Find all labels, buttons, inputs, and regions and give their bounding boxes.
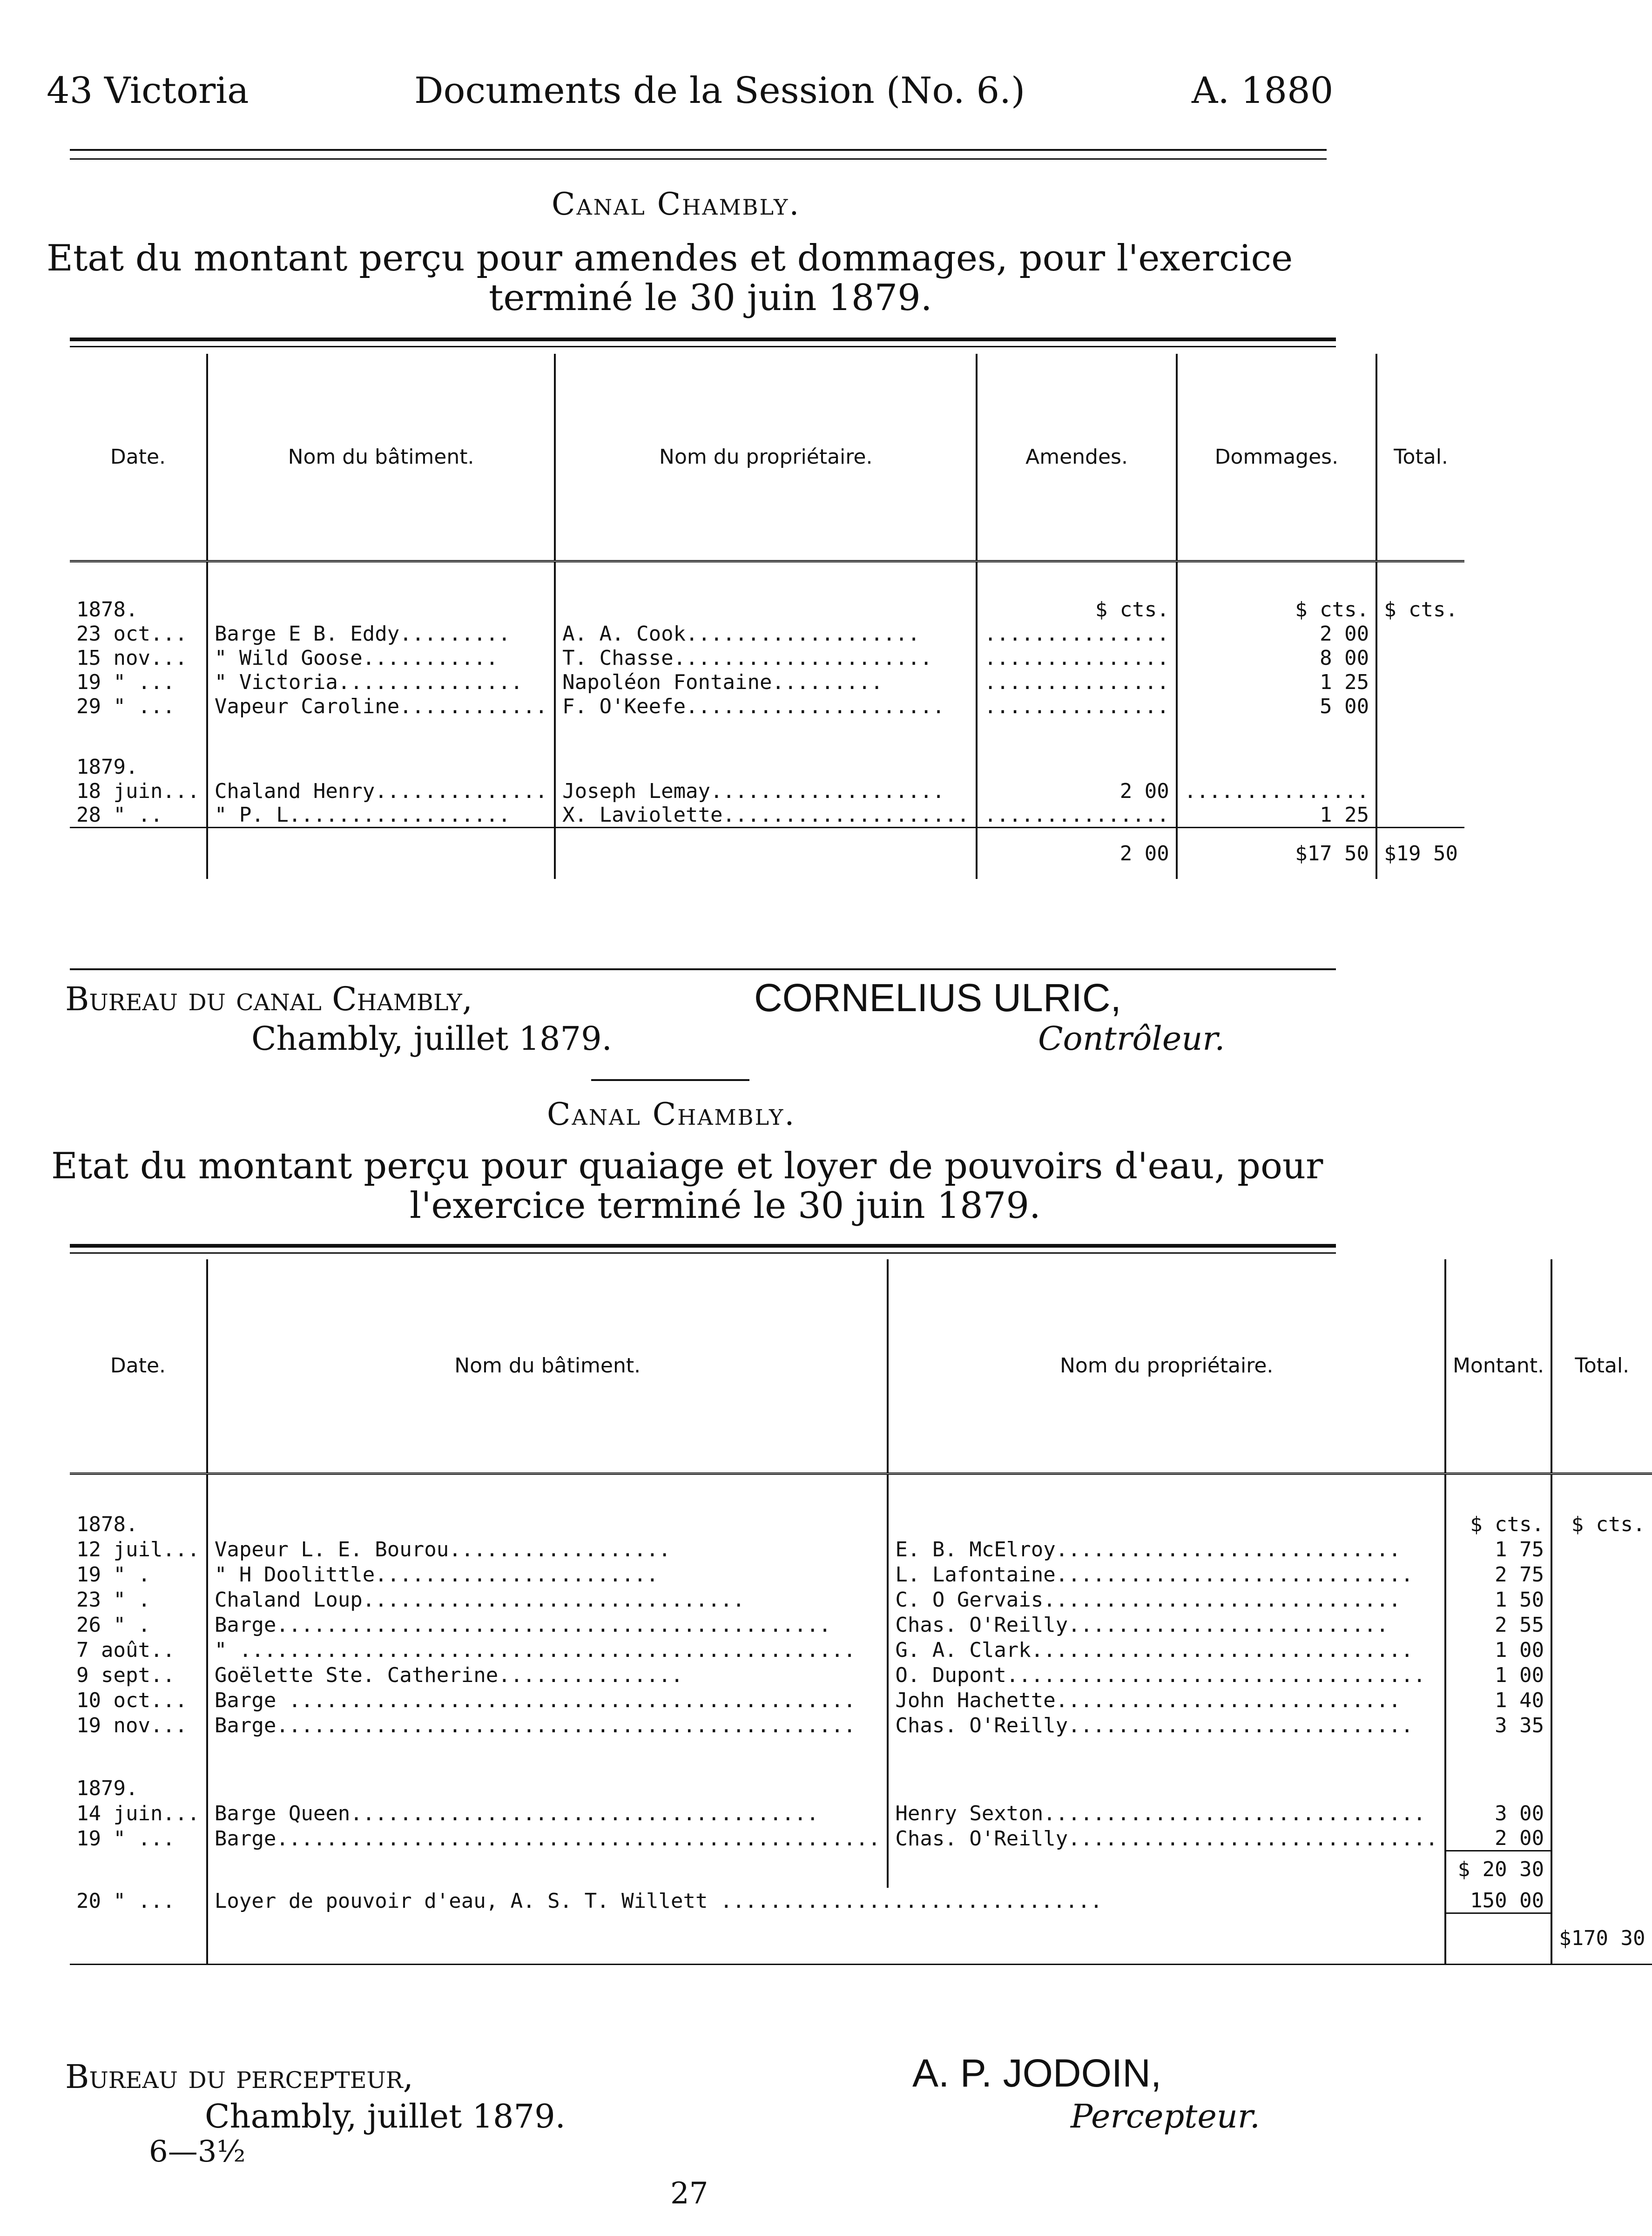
row-date: 9 sept.. — [76, 1663, 175, 1687]
row-ship: Barge Queen...................................... — [207, 1800, 888, 1825]
total-fines: 2 00 — [977, 828, 1176, 879]
row-date: 7 août.. — [76, 1638, 175, 1662]
row-date: 26 " . — [76, 1613, 150, 1637]
row-amount: 1 00 — [1445, 1662, 1551, 1687]
page-number: 27 — [670, 2176, 708, 2211]
row-date: 23 " . — [76, 1588, 150, 1612]
row-damages: 1 25 — [1177, 670, 1376, 694]
row-ship: Chaland Loup............................... — [207, 1587, 888, 1612]
row-owner: Chas. O'Reilly.......................... — [888, 1612, 1445, 1637]
table-row — [70, 779, 1464, 803]
row-date: 19 " ... — [76, 1827, 175, 1851]
section2-signer-title: Percepteur. — [1071, 2097, 1260, 2135]
row-owner: A. A. Cook................... — [555, 621, 977, 646]
row-ship: Barge E B. Eddy......... — [207, 621, 555, 646]
row-amount: 3 00 — [1445, 1800, 1551, 1825]
section1-table-rule-bottom — [70, 968, 1336, 970]
units-total: $ cts. — [1376, 561, 1464, 621]
col-damages: Dommages. — [1177, 354, 1376, 561]
table-row — [70, 1800, 1652, 1825]
row-owner: F. O'Keefe..................... — [555, 694, 977, 718]
section1-units-row — [70, 561, 1464, 621]
rent-description: Loyer de pouvoir d'eau, A. S. T. Willett ............................... — [207, 1888, 1445, 1913]
section2-grand-total-row — [70, 1913, 1652, 1964]
col-fines: Amendes. — [977, 354, 1176, 561]
year-label: 1878. — [76, 598, 138, 621]
row-date: 15 nov... — [76, 646, 188, 670]
units-fines: $ cts. — [977, 561, 1176, 621]
col-owner: Nom du propriétaire. — [555, 354, 977, 561]
subtotal-amount: $ 20 30 — [1445, 1851, 1551, 1888]
table-row — [70, 694, 1464, 718]
row-ship: Barge .............................................. — [207, 1687, 888, 1712]
total-damages: $17 50 — [1177, 828, 1376, 879]
units-damages: $ cts. — [1177, 561, 1376, 621]
table-row — [70, 1687, 1652, 1712]
row-date: 20 " ... — [76, 1889, 175, 1913]
col-owner: Nom du propriétaire. — [888, 1259, 1445, 1473]
table-row — [70, 1536, 1652, 1561]
row-owner: Henry Sexton............................... — [888, 1800, 1445, 1825]
rent-row — [70, 1888, 1652, 1913]
section2-table — [70, 1259, 1652, 1965]
row-date: 19 nov... — [76, 1714, 188, 1737]
section2-signer: A. P. JODOIN, — [912, 2051, 1162, 2095]
row-fines: ............... — [977, 803, 1176, 828]
table-row — [70, 1612, 1652, 1637]
col-amount: Montant. — [1445, 1259, 1551, 1473]
header-rule-bottom — [70, 158, 1327, 160]
row-ship: Vapeur L. E. Bourou.................. — [207, 1536, 888, 1561]
section1-table-rule-top — [70, 338, 1336, 341]
section1-table-rule-top2 — [70, 346, 1336, 347]
table-row — [70, 803, 1464, 828]
table-row — [70, 1825, 1652, 1851]
section1-signer-title: Contrôleur. — [1038, 1020, 1225, 1058]
row-date: 18 juin... — [76, 779, 200, 803]
row-fines: 2 00 — [977, 779, 1176, 803]
units-total: $ cts. — [1551, 1473, 1652, 1536]
row-owner: C. O Gervais............................. — [888, 1587, 1445, 1612]
row-owner: Napoléon Fontaine......... — [555, 670, 977, 694]
row-owner: E. B. McElroy............................ — [888, 1536, 1445, 1561]
col-ship: Nom du bâtiment. — [207, 1259, 888, 1473]
row-owner: T. Chasse..................... — [555, 646, 977, 670]
row-ship: Goëlette Ste. Catherine............... — [207, 1662, 888, 1687]
row-fines: ............... — [977, 621, 1176, 646]
row-amount: 2 00 — [1445, 1825, 1551, 1851]
row-owner: Chas. O'Reilly............................ — [888, 1712, 1445, 1737]
col-date: Date. — [110, 445, 166, 469]
row-owner: Chas. O'Reilly.............................. — [888, 1825, 1445, 1851]
rent-amount: 150 00 — [1445, 1888, 1551, 1913]
grand-total: $170 30 — [1551, 1913, 1652, 1964]
section2-statement-line1: Etat du montant perçu pour quaiage et loyer de pouvoirs d'eau, pour — [51, 1145, 1323, 1187]
col-date: Date. — [110, 1354, 166, 1378]
section2-table-rule-top2 — [70, 1252, 1336, 1254]
row-date: 29 " ... — [76, 695, 175, 718]
table-row — [70, 1662, 1652, 1687]
row-fines: ............... — [977, 694, 1176, 718]
row-fines: ............... — [977, 646, 1176, 670]
row-owner: O. Dupont.................................. — [888, 1662, 1445, 1687]
row-amount: 1 75 — [1445, 1536, 1551, 1561]
section2-bureau-line2: Chambly, juillet 1879. — [205, 2097, 566, 2135]
col-ship: Nom du bâtiment. — [207, 354, 555, 561]
section-separator — [591, 1079, 749, 1081]
row-date: 19 " ... — [76, 670, 175, 694]
header-document-title: Documents de la Session (No. 6.) — [414, 70, 1025, 112]
row-amount: 3 35 — [1445, 1712, 1551, 1737]
section2-title: Canal Chambly. — [547, 1096, 796, 1132]
table-row — [70, 670, 1464, 694]
section2-header-row — [70, 1259, 1652, 1473]
section1-signer: CORNELIUS ULRIC, — [754, 976, 1121, 1020]
row-amount: 2 75 — [1445, 1561, 1551, 1587]
row-owner: John Hachette............................ — [888, 1687, 1445, 1712]
row-date: 23 oct... — [76, 622, 188, 646]
section1-bureau-line2: Chambly, juillet 1879. — [251, 1020, 612, 1058]
row-owner: G. A. Clark............................... — [888, 1637, 1445, 1662]
row-fines: ............... — [977, 670, 1176, 694]
year-label: 1879. — [76, 755, 138, 779]
row-date: 28 " .. — [76, 803, 163, 827]
col-total: Total. — [1551, 1259, 1652, 1473]
year-label: 1879. — [76, 1777, 138, 1800]
section2-statement-line2: l'exercice terminé le 30 juin 1879. — [410, 1185, 1041, 1227]
section2-bureau-line1: Bureau du percepteur, — [65, 2058, 413, 2096]
signature-mark: 6—3½ — [149, 2135, 246, 2169]
row-ship: " Victoria............... — [207, 670, 555, 694]
row-ship: " Wild Goose........... — [207, 646, 555, 670]
row-ship: Chaland Henry.............. — [207, 779, 555, 803]
section1-table — [70, 354, 1464, 879]
section1-statement-line1: Etat du montant perçu pour amendes et dommages, pour l'exercice — [47, 237, 1293, 279]
table-row — [70, 621, 1464, 646]
section1-statement-line2: terminé le 30 juin 1879. — [489, 277, 932, 319]
row-damages: 8 00 — [1177, 646, 1376, 670]
row-amount: 1 40 — [1445, 1687, 1551, 1712]
year-label: 1878. — [76, 1513, 138, 1536]
units-amount: $ cts. — [1445, 1473, 1551, 1536]
subtotal-row — [70, 1851, 1652, 1888]
col-total: Total. — [1376, 354, 1464, 561]
row-date: 19 " . — [76, 1563, 150, 1587]
row-ship: Vapeur Caroline............ — [207, 694, 555, 718]
year-row — [70, 718, 1464, 779]
section1-title: Canal Chambly. — [552, 186, 801, 222]
row-damages: 2 00 — [1177, 621, 1376, 646]
row-date: 10 oct... — [76, 1689, 188, 1712]
table-row — [70, 646, 1464, 670]
row-date: 12 juil... — [76, 1538, 200, 1561]
row-owner: Joseph Lemay................... — [555, 779, 977, 803]
grand-total: $19 50 — [1376, 828, 1464, 879]
header-rule-top — [70, 149, 1327, 151]
row-damages: 1 25 — [1177, 803, 1376, 828]
row-damages: ............... — [1177, 779, 1376, 803]
section1-header-row — [70, 354, 1464, 561]
row-ship: Barge............................................... — [207, 1712, 888, 1737]
section1-totals-row — [70, 828, 1464, 879]
row-date: 14 juin... — [76, 1802, 200, 1825]
row-damages: 5 00 — [1177, 694, 1376, 718]
row-ship: " H Doolittle....................... — [207, 1561, 888, 1587]
row-amount: 2 55 — [1445, 1612, 1551, 1637]
table-row — [70, 1712, 1652, 1737]
row-owner: L. Lafontaine............................. — [888, 1561, 1445, 1587]
row-ship: " P. L.................. — [207, 803, 555, 828]
year-row — [70, 1737, 1652, 1800]
table-row — [70, 1561, 1652, 1587]
table-row — [70, 1637, 1652, 1662]
section1-bureau-line1: Bureau du canal Chambly, — [65, 980, 472, 1018]
table-row — [70, 1587, 1652, 1612]
header-year: A. 1880 — [1192, 70, 1334, 112]
section2-table-rule-top — [70, 1244, 1336, 1248]
row-ship: Barge................................................. — [207, 1825, 888, 1851]
header-session-left: 43 Victoria — [47, 70, 249, 112]
row-amount: 1 00 — [1445, 1637, 1551, 1662]
row-ship: Barge............................................. — [207, 1612, 888, 1637]
row-amount: 1 50 — [1445, 1587, 1551, 1612]
row-owner: X. Laviolette.................... — [555, 803, 977, 828]
row-ship: " .................................................. — [207, 1637, 888, 1662]
section2-units-row — [70, 1473, 1652, 1536]
